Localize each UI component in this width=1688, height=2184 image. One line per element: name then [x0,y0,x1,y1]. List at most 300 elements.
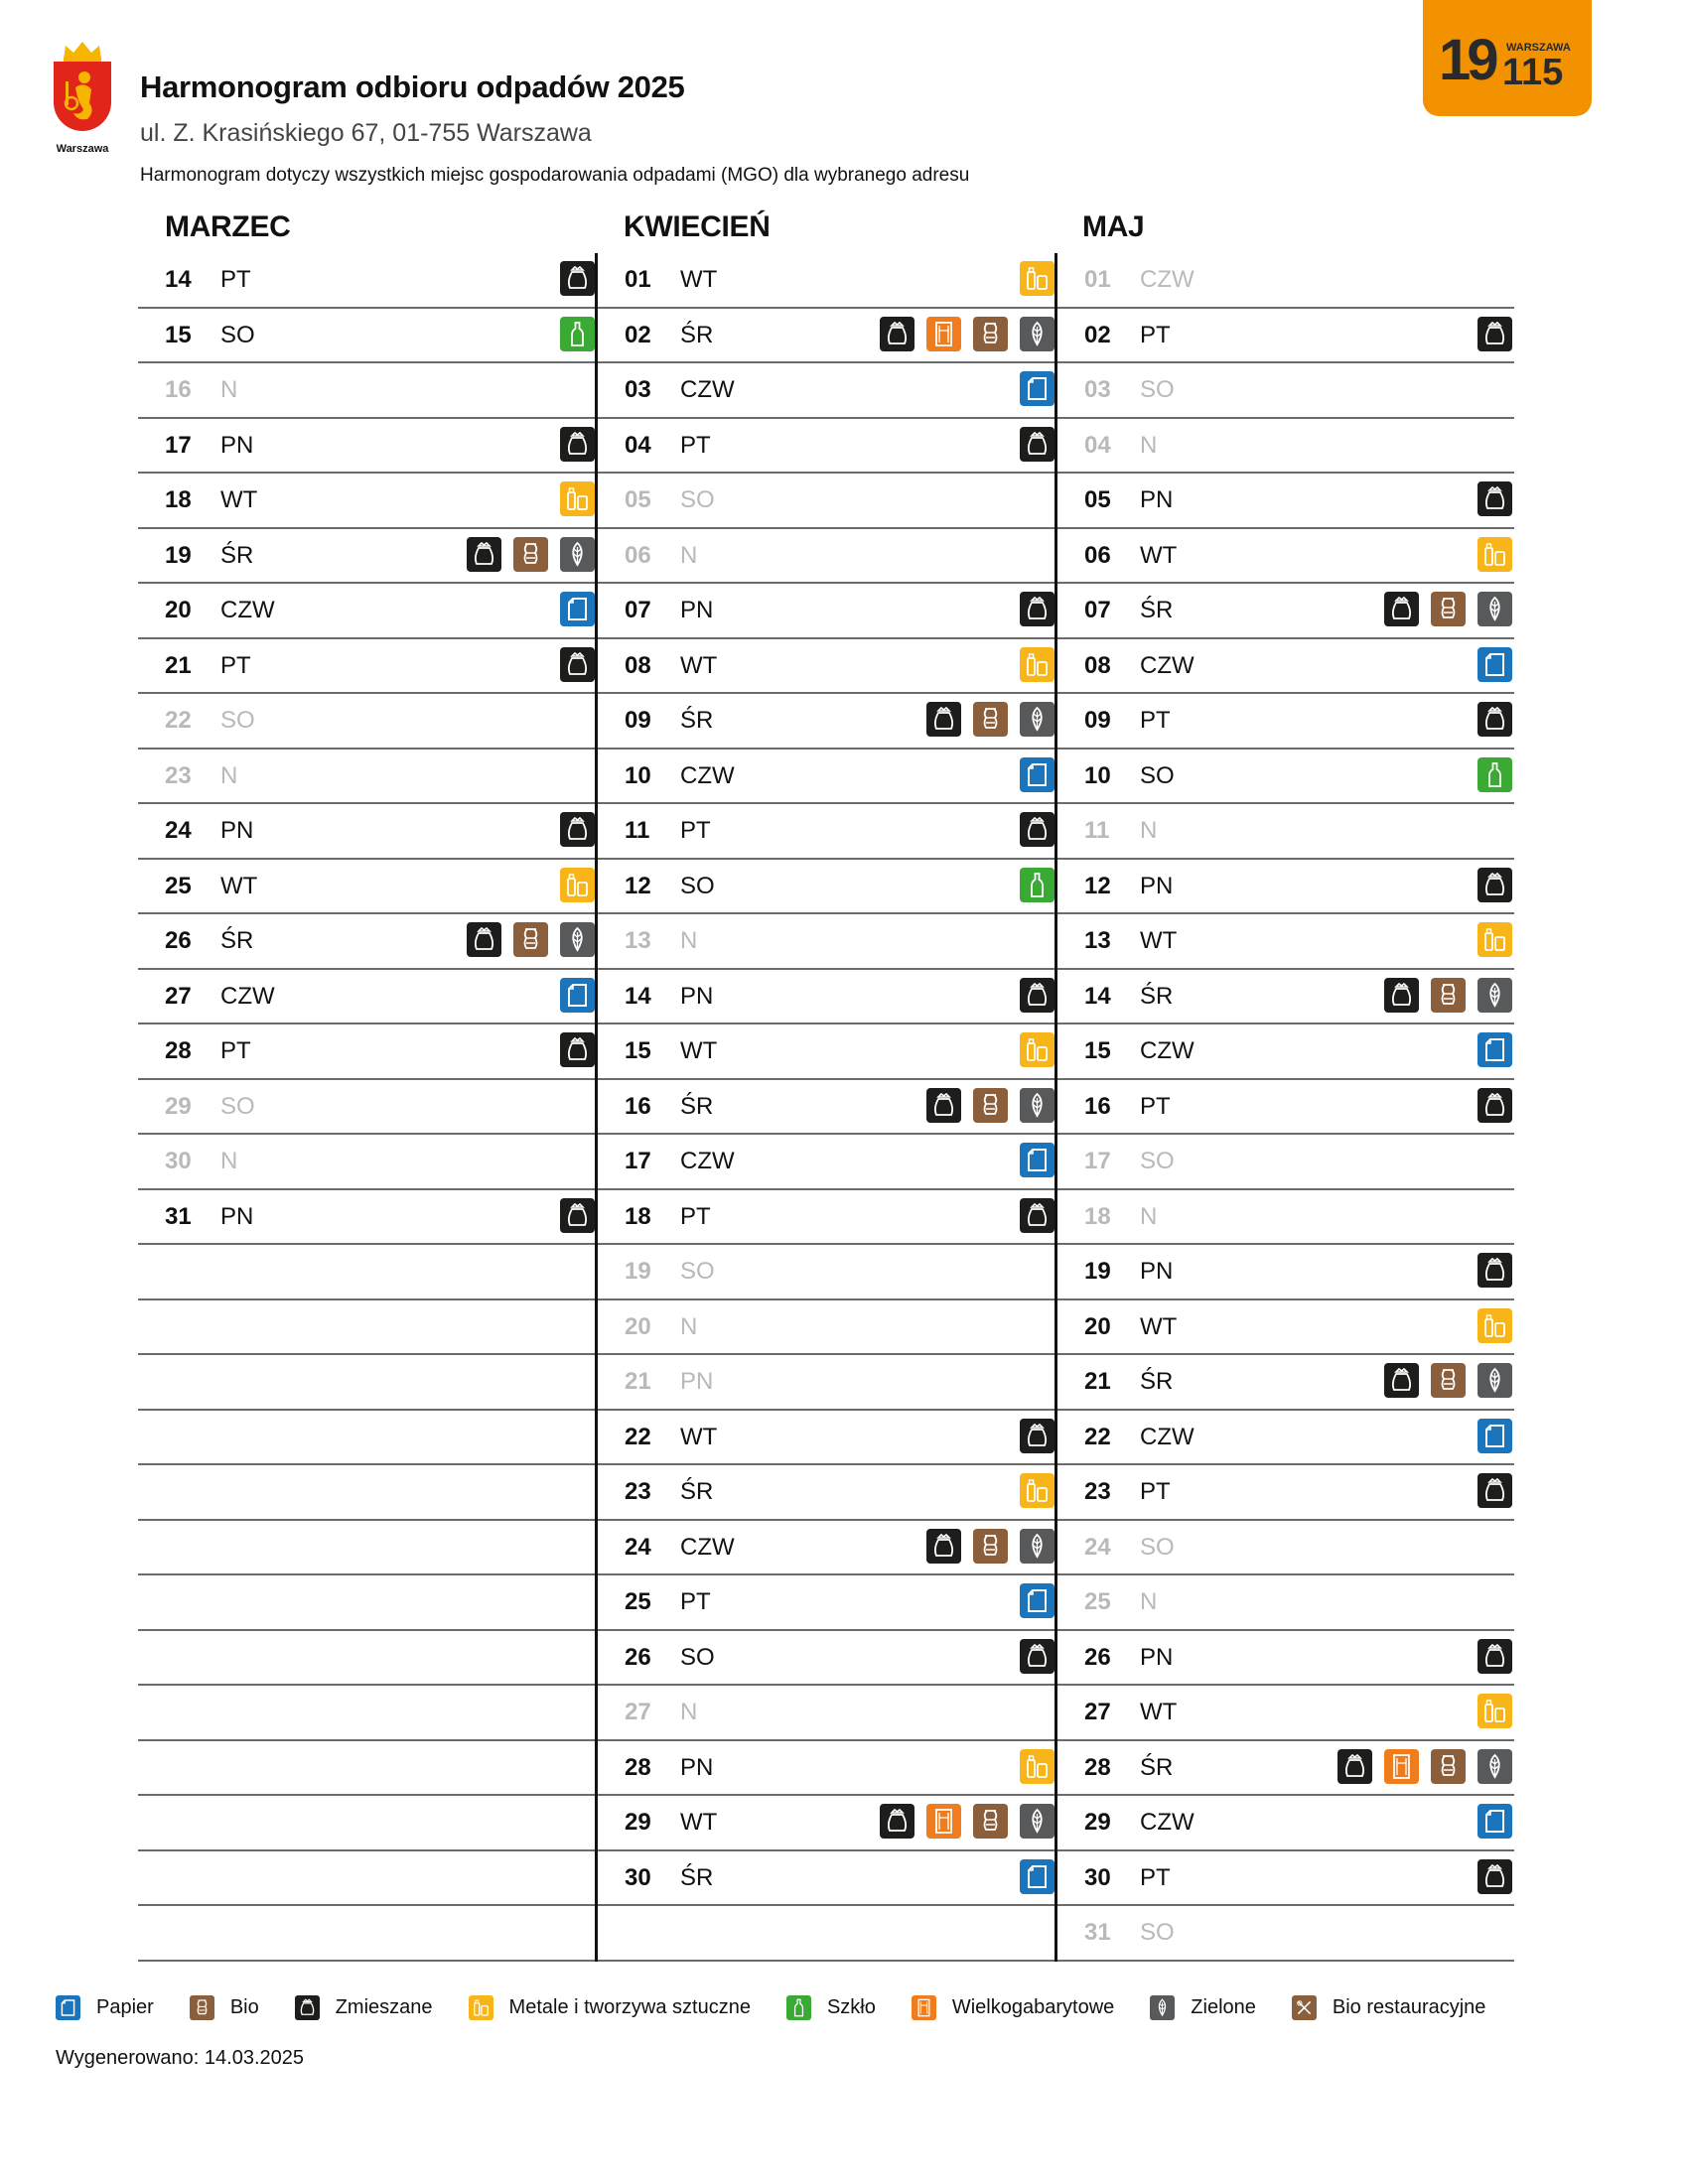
mixed-waste-icon [1477,702,1512,737]
day-of-week: CZW [680,1533,735,1561]
day-of-week: N [680,1699,698,1725]
day-of-week: ŚR [1140,1753,1174,1781]
collection-icons [1477,481,1512,516]
day-number: 27 [625,1699,651,1725]
day-row [138,1245,595,1300]
legend-label: Papier [96,1996,154,2018]
day-number: 02 [625,321,651,348]
paper-waste-icon [1020,1143,1055,1177]
day-number: 18 [165,486,192,513]
legend [56,1995,1521,2020]
bio-waste-icon [973,1804,1008,1839]
collection-icons [1020,371,1055,406]
paper-waste-icon [1477,1032,1512,1067]
badge-caption: WARSZAWA [1506,42,1571,54]
day-number: 25 [165,872,192,899]
green-waste-icon [1477,978,1512,1013]
metal-waste-icon [1477,922,1512,957]
day-row [138,804,595,860]
day-row [1057,1796,1514,1851]
day-of-week: SO [680,1643,715,1671]
day-number: 11 [1084,817,1110,844]
day-of-week: ŚR [1140,597,1174,623]
bio-waste-icon [1431,1749,1466,1784]
collection-icons [1477,1253,1512,1288]
day-of-week: CZW [1140,1423,1195,1450]
day-of-week: PN [1140,1643,1174,1671]
day-row [598,474,1055,529]
day-of-week: PT [220,1037,251,1064]
day-number: 17 [165,431,192,459]
metal-waste-icon [1020,1473,1055,1508]
day-row [1057,1741,1514,1797]
bio-waste-icon [1431,978,1466,1013]
paper-waste-icon [1020,1859,1055,1894]
day-row [138,1300,595,1356]
mixed-waste-icon [467,537,501,572]
metal-waste-icon [1020,1032,1055,1067]
collection-icons [1020,592,1055,626]
legend-item-metal [469,1995,751,2020]
mixed-waste-icon [1020,978,1055,1013]
bulky-waste-icon [912,1995,936,2020]
day-row [1057,1521,1514,1576]
day-row [1057,253,1514,309]
day-row [1057,860,1514,915]
legend-label: Zmieszane [335,1996,433,2018]
day-row [598,1190,1055,1246]
day-of-week: N [680,1312,698,1340]
generated-date: Wygenerowano: 14.03.2025 [56,2047,304,2069]
day-number: 31 [165,1202,192,1230]
month-title-kwiecien: KWIECIEŃ [624,210,771,243]
bio-waste-icon [1431,1363,1466,1398]
day-row [1057,804,1514,860]
day-of-week: CZW [1140,1037,1195,1064]
day-of-week: PT [1140,707,1171,734]
day-of-week: WT [1140,1699,1178,1725]
mixed-waste-icon [1020,1198,1055,1233]
logo-caption: Warszawa [56,143,109,155]
collection-icons [1477,317,1512,351]
day-row [138,1135,595,1190]
day-number: 21 [625,1368,651,1395]
day-number: 26 [165,927,192,954]
day-number: 29 [165,1092,192,1120]
day-of-week: SO [1140,376,1175,403]
day-row [598,1245,1055,1300]
day-number: 27 [165,982,192,1010]
collection-icons [1384,592,1512,626]
day-number: 24 [1084,1533,1111,1561]
day-row [1057,970,1514,1025]
day-of-week: WT [680,266,718,293]
collection-icons [880,1804,1055,1839]
day-of-week: PT [1140,1092,1171,1120]
day-of-week: PT [220,651,251,679]
bio-waste-icon [973,1088,1008,1123]
collection-icons [1020,1473,1055,1508]
mixed-waste-icon [1337,1749,1372,1784]
collection-icons [926,1529,1055,1564]
day-number: 18 [1084,1202,1111,1230]
mixed-waste-icon [1020,1639,1055,1674]
day-of-week: SO [1140,1919,1175,1946]
collection-icons [1020,1859,1055,1894]
day-number: 05 [625,486,651,513]
day-number: 22 [625,1423,651,1450]
day-row [598,860,1055,915]
day-of-week: N [1140,431,1158,459]
green-waste-icon [560,537,595,572]
day-number: 20 [165,597,192,623]
mixed-waste-icon [926,702,961,737]
day-row [598,1080,1055,1136]
collection-icons [1020,1749,1055,1784]
month-column-kwiecien [598,253,1055,1962]
day-row [138,1465,595,1521]
collection-icons [560,317,595,351]
day-row [138,1906,595,1962]
day-number: 12 [1084,872,1111,899]
day-of-week: PT [680,1202,711,1230]
mixed-waste-icon [1020,592,1055,626]
day-number: 21 [1084,1368,1111,1395]
day-of-week: N [220,1148,238,1174]
green-waste-icon [1020,317,1055,351]
day-row [598,309,1055,364]
day-number: 13 [1084,927,1111,954]
day-row [1057,363,1514,419]
glass-waste-icon [786,1995,811,2020]
collection-icons [1020,868,1055,902]
day-of-week: CZW [1140,1809,1195,1836]
day-row [598,529,1055,585]
paper-waste-icon [1477,1419,1512,1453]
bio-waste-icon [1431,592,1466,626]
month-column-maj [1057,253,1514,1962]
collection-icons [560,1198,595,1233]
day-row [138,1411,595,1466]
month-column-marzec [138,253,595,1962]
day-number: 04 [625,431,651,459]
day-row [138,1024,595,1080]
day-of-week: PT [220,266,251,293]
day-of-week: CZW [220,982,275,1010]
metal-waste-icon [560,868,595,902]
day-row [598,1686,1055,1741]
collection-icons [1477,1088,1512,1123]
metal-waste-icon [1477,1308,1512,1343]
day-number: 16 [1084,1092,1111,1120]
mixed-waste-icon [1020,427,1055,462]
day-row [1057,1686,1514,1741]
collection-icons [467,922,595,957]
day-of-week: SO [1140,1533,1175,1561]
day-row [1057,639,1514,695]
day-number: 03 [1084,376,1111,403]
day-number: 14 [625,982,651,1010]
collection-icons [1477,1639,1512,1674]
day-number: 11 [625,817,650,844]
day-row [138,1575,595,1631]
mixed-waste-icon [1477,481,1512,516]
collection-icons [880,317,1055,351]
day-of-week: WT [1140,1312,1178,1340]
day-row [1057,1300,1514,1356]
day-row [138,1631,595,1687]
day-of-week: PT [1140,1863,1171,1891]
bio-waste-icon [513,537,548,572]
day-row [598,1135,1055,1190]
day-row [598,1851,1055,1907]
day-row [138,1796,595,1851]
day-of-week: PT [1140,1478,1171,1505]
day-number: 01 [625,266,651,293]
day-number: 29 [1084,1809,1111,1836]
day-row [138,309,595,364]
day-number: 01 [1084,266,1111,293]
day-number: 07 [625,597,651,623]
day-row [1057,1851,1514,1907]
mixed-waste-icon [926,1529,961,1564]
legend-label: Szkło [826,1996,876,2018]
collection-icons [926,702,1055,737]
mixed-waste-icon [1020,1419,1055,1453]
day-number: 29 [625,1809,651,1836]
day-of-week: PN [220,431,254,459]
day-of-week: ŚR [1140,1368,1174,1395]
legend-item-bio [190,1995,259,2020]
bio-waste-icon [973,317,1008,351]
collection-icons [1384,978,1512,1013]
day-number: 24 [625,1533,651,1561]
day-number: 19 [1084,1258,1111,1285]
day-of-week: PN [680,1753,714,1781]
day-row [598,419,1055,475]
day-number: 23 [625,1478,651,1505]
day-number: 12 [625,872,651,899]
day-number: 16 [165,376,192,403]
day-row [1057,309,1514,364]
collection-icons [1477,922,1512,957]
collection-icons [560,1032,595,1067]
day-row [1057,1245,1514,1300]
collection-icons [1020,1419,1055,1453]
mixed-waste-icon [560,647,595,682]
address: ul. Z. Krasińskiego 67, 01-755 Warszawa [140,119,592,147]
day-number: 10 [1084,761,1111,789]
day-of-week: ŚR [680,707,714,734]
day-number: 07 [1084,597,1111,623]
collection-icons [1020,1583,1055,1618]
day-of-week: CZW [680,761,735,789]
metal-waste-icon [1020,261,1055,296]
day-row [598,1411,1055,1466]
warszawa-19115-badge[interactable] [1423,0,1592,116]
legend-label: Bio restauracyjne [1332,1996,1486,2018]
collection-icons [1477,1859,1512,1894]
day-row [1057,914,1514,970]
day-number: 20 [625,1312,651,1340]
mixed-waste-icon [560,427,595,462]
day-number: 22 [1084,1423,1111,1450]
day-row [1057,1575,1514,1631]
day-row [138,1521,595,1576]
green-waste-icon [1477,1749,1512,1784]
day-row [598,694,1055,750]
mixed-waste-icon [560,261,595,296]
day-number: 21 [165,651,192,679]
collection-icons [1477,1473,1512,1508]
day-number: 06 [625,541,651,569]
day-of-week: PT [680,817,711,844]
day-of-week: SO [680,1258,715,1285]
collection-icons [560,261,595,296]
day-row [598,750,1055,805]
day-number: 27 [1084,1699,1111,1725]
green-waste-icon [1020,702,1055,737]
collection-icons [1020,1032,1055,1067]
mermaid-icon [62,68,103,125]
legend-item-bulky [912,1995,1114,2020]
day-number: 06 [1084,541,1111,569]
badge-number-left: 19 [1439,28,1495,92]
metal-waste-icon [1020,1749,1055,1784]
day-row [138,419,595,475]
paper-waste-icon [1477,1804,1512,1839]
day-row [598,1465,1055,1521]
collection-icons [560,812,595,847]
day-of-week: SO [220,1092,255,1120]
day-number: 15 [625,1037,651,1064]
paper-waste-icon [1477,647,1512,682]
day-of-week: N [1140,1588,1158,1615]
paper-waste-icon [1020,371,1055,406]
collection-icons [560,481,595,516]
glass-waste-icon [560,317,595,351]
paper-waste-icon [560,978,595,1013]
day-of-week: CZW [680,1148,735,1174]
day-number: 17 [1084,1148,1111,1174]
day-row [138,860,595,915]
day-number: 23 [165,761,192,789]
collection-icons [1477,757,1512,792]
paper-waste-icon [1020,757,1055,792]
day-row [598,1024,1055,1080]
mixed-waste-icon [560,1198,595,1233]
day-number: 25 [1084,1588,1111,1615]
glass-waste-icon [1477,757,1512,792]
legend-item-rest [1292,1995,1486,2020]
legend-label: Metale i tworzywa sztuczne [508,1996,751,2018]
day-number: 28 [1084,1753,1111,1781]
day-of-week: CZW [1140,266,1195,293]
bio-waste-icon [513,922,548,957]
day-number: 17 [625,1148,651,1174]
green-waste-icon [1020,1088,1055,1123]
day-number: 26 [1084,1643,1111,1671]
day-number: 08 [625,651,651,679]
mixed-waste-icon [1477,1639,1512,1674]
day-row [138,914,595,970]
day-row [598,1300,1055,1356]
day-of-week: PN [680,982,714,1010]
collection-icons [1477,702,1512,737]
day-of-week: PN [1140,1258,1174,1285]
day-row [1057,529,1514,585]
day-of-week: WT [1140,927,1178,954]
collection-icons [1020,647,1055,682]
day-number: 03 [625,376,651,403]
day-row [1057,1906,1514,1962]
collection-icons [1020,1198,1055,1233]
mixed-waste-icon [560,1032,595,1067]
day-of-week: WT [680,651,718,679]
day-row [1057,1135,1514,1190]
collection-icons [1337,1749,1512,1784]
day-row [598,253,1055,309]
legend-item-green [1150,1995,1256,2020]
day-of-week: ŚR [680,1478,714,1505]
day-of-week: WT [680,1037,718,1064]
day-of-week: PN [680,1368,714,1395]
day-row [598,804,1055,860]
day-of-week: N [680,541,698,569]
day-number: 30 [165,1148,192,1174]
mixed-waste-icon [1477,1859,1512,1894]
metal-waste-icon [1020,647,1055,682]
bulky-waste-icon [926,317,961,351]
day-number: 26 [625,1643,651,1671]
mixed-waste-icon [1477,317,1512,351]
paper-waste-icon [56,1995,80,2020]
day-of-week: N [680,927,698,954]
day-row [138,363,595,419]
collection-icons [1477,647,1512,682]
bio-waste-icon [973,1529,1008,1564]
legend-item-mixed [295,1995,433,2020]
collection-icons [1020,1639,1055,1674]
day-of-week: ŚR [680,1863,714,1891]
day-row [598,1355,1055,1411]
day-of-week: WT [220,872,258,899]
day-of-week: PN [220,817,254,844]
day-row [138,1741,595,1797]
day-row [598,1741,1055,1797]
day-of-week: SO [1140,761,1175,789]
day-number: 15 [1084,1037,1111,1064]
day-number: 25 [625,1588,651,1615]
day-of-week: PT [680,1588,711,1615]
collection-icons [560,427,595,462]
collection-icons [1477,537,1512,572]
green-waste-icon [1477,592,1512,626]
day-number: 14 [165,266,192,293]
day-row [1057,1190,1514,1246]
collection-icons [1477,1694,1512,1728]
day-row [138,474,595,529]
day-of-week: SO [680,486,715,513]
collection-icons [1020,427,1055,462]
collection-icons [560,592,595,626]
mixed-waste-icon [926,1088,961,1123]
day-row [138,1355,595,1411]
rest-waste-icon [1292,1995,1317,2020]
day-of-week: N [220,761,238,789]
page-title: Harmonogram odbioru odpadów 2025 [140,69,685,104]
collection-icons [560,978,595,1013]
